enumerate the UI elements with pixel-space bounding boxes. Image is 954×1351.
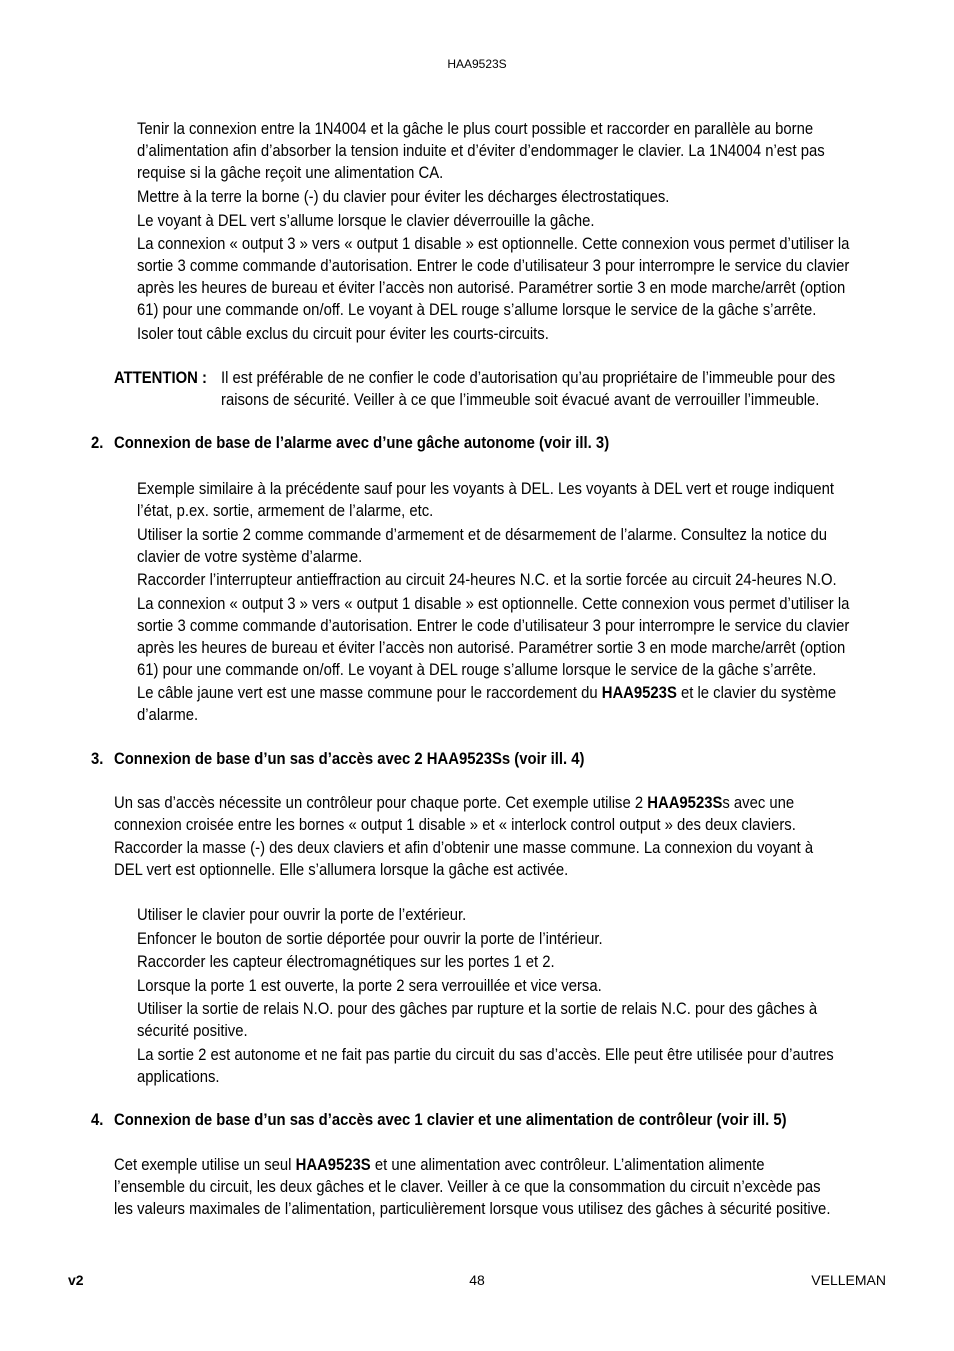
block1-line: d’alimentation afin d’absorber la tension induite et d’éviter d’endommager le clavier. La 1N4004 n’est pas bbox=[137, 142, 825, 160]
section2-line: sortie 3 comme commande d’autorisation. Entrer le code d’utilisateur 3 pour interrompre le service du clavier bbox=[137, 617, 850, 635]
warning-line: Il est préférable de ne confier le code d’autorisation qu’au propriétaire de l’immeuble pour des bbox=[221, 369, 836, 387]
section2-line: Utiliser la sortie 2 comme commande d’armement et de désarmement de l’alarme. Consultez la notice du bbox=[137, 526, 828, 544]
section4-heading: Connexion de base d’un sas d’accès avec 1 clavier et une alimentation de contrôleur (voir ill. 5) bbox=[114, 1111, 787, 1129]
section4-paragraph-line: les valeurs maximales de l’alimentation, particulièrement lorsque vous utilisez des gâches à sécurité positive. bbox=[114, 1200, 831, 1218]
warning-label: ATTENTION : bbox=[114, 369, 207, 387]
section2-number: 2. bbox=[91, 434, 104, 452]
section2-line: Exemple similaire à la précédente sauf pour les voyants à DEL. Les voyants à DEL vert et rouge indiquent bbox=[137, 480, 834, 498]
section3-list-line: Lorsque la porte 1 est ouverte, la porte 2 sera verrouillée et vice versa. bbox=[137, 977, 602, 995]
block1-line: requise si la gâche reçoit une alimentation CA. bbox=[137, 164, 444, 182]
section2-line: après les heures de bureau et éviter l’accès non autorisé. Paramétrer sortie 3 en mode marche/arrêt (option bbox=[137, 639, 846, 657]
block1-line: Mettre à la terre la borne (-) du clavier pour éviter les décharges électrostatiques. bbox=[137, 188, 670, 206]
footer-version: v2 bbox=[68, 1272, 84, 1288]
section3-number: 3. bbox=[91, 750, 104, 768]
product-name: HAA9523S bbox=[601, 684, 677, 702]
section4-paragraph-line: Cet exemple utilise un seul HAA9523S et une alimentation avec contrôleur. L’alimentation alimente bbox=[114, 1156, 765, 1174]
section2-heading: Connexion de base de l’alarme avec d’une gâche autonome (voir ill. 3) bbox=[114, 434, 610, 452]
header-title: HAA9523S bbox=[447, 57, 507, 71]
section2-line: Raccorder l’interrupteur antieffraction au circuit 24-heures N.C. et la sortie forcée au circuit 24-heures N.O. bbox=[137, 571, 837, 589]
section3-list-line: La sortie 2 est autonome et ne fait pas partie du circuit du sas d’accès. Elle peut être utilisée pour d’autres bbox=[137, 1046, 834, 1064]
block1-line: 61) pour une commande on/off. Le voyant à DEL rouge s’allume lorsque le service de la gâche s’arrête. bbox=[137, 301, 817, 319]
section2-line: clavier de votre système d’alarme. bbox=[137, 548, 363, 566]
section2-line: d’alarme. bbox=[137, 706, 199, 724]
section2-line: l’état, p.ex. sortie, armement de l’alarme, etc. bbox=[137, 502, 434, 520]
section2-line: 61) pour une commande on/off. Le voyant à DEL rouge s’allume lorsque le service de la gâche s’arrête. bbox=[137, 661, 817, 679]
section4-paragraph-line: l’ensemble du circuit, les deux gâches et le claver. Veiller à ce que la consommation du circuit n’excède pas bbox=[114, 1178, 821, 1196]
section3-paragraph-line: connexion croisée entre les bornes « output 1 disable » et « interlock control output » des deux claviers. bbox=[114, 816, 796, 834]
section3-paragraph-line: Un sas d’accès nécessite un contrôleur pour chaque porte. Cet exemple utilise 2 HAA9523Ss avec une bbox=[114, 794, 795, 812]
section3-paragraph-line: Raccorder la masse (-) des deux claviers et afin d’obtenir une masse commune. La connexion du voyant à bbox=[114, 839, 814, 857]
section2-line: La connexion « output 3 » vers « output 1 disable » est optionnelle. Cette connexion vous permet d’utiliser la bbox=[137, 595, 850, 613]
block1-line: Le voyant à DEL vert s’allume lorsque le clavier déverrouille la gâche. bbox=[137, 212, 595, 230]
section3-list-line: Raccorder les capteur électromagnétiques sur les portes 1 et 2. bbox=[137, 953, 555, 971]
block1-line: après les heures de bureau et éviter l’accès non autorisé. Paramétrer sortie 3 en mode marche/arrêt (option bbox=[137, 279, 846, 297]
section3-paragraph-line: DEL vert est optionnelle. Elle s’allumera lorsque la gâche est activée. bbox=[114, 861, 569, 879]
footer-page-number: 48 bbox=[469, 1272, 485, 1288]
product-name: HAA9523S bbox=[647, 794, 723, 812]
section3-list-line: sécurité positive. bbox=[137, 1022, 248, 1040]
section3-list-line: Enfoncer le bouton de sortie déportée pour ouvrir la porte de l’intérieur. bbox=[137, 930, 603, 948]
section3-list-line: Utiliser la sortie de relais N.O. pour des gâches par rupture et la sortie de relais N.C. pour des gâches à bbox=[137, 1000, 818, 1018]
section3-list-line: applications. bbox=[137, 1068, 220, 1086]
section3-heading: Connexion de base d’un sas d’accès avec 2 HAA9523Ss (voir ill. 4) bbox=[114, 750, 585, 768]
block1-line: La connexion « output 3 » vers « output 1 disable » est optionnelle. Cette connexion vous permet d’utiliser la bbox=[137, 235, 850, 253]
block1-line: Isoler tout câble exclus du circuit pour éviter les courts-circuits. bbox=[137, 325, 549, 343]
section4-number: 4. bbox=[91, 1111, 104, 1129]
section2-line: Le câble jaune vert est une masse commune pour le raccordement du HAA9523S et le clavier du système bbox=[137, 684, 837, 702]
block1-line: sortie 3 comme commande d’autorisation. Entrer le code d’utilisateur 3 pour interrompre le service du clavier bbox=[137, 257, 850, 275]
section3-list-line: Utiliser le clavier pour ouvrir la porte de l’extérieur. bbox=[137, 906, 467, 924]
warning-line: raisons de sécurité. Veiller à ce que l’immeuble soit évacué avant de verrouiller l’immeuble. bbox=[221, 391, 820, 409]
block1-line: Tenir la connexion entre la 1N4004 et la gâche le plus court possible et raccorder en parallèle au borne bbox=[137, 120, 814, 138]
product-name: HAA9523S bbox=[295, 1156, 371, 1174]
page-header bbox=[0, 57, 954, 71]
footer-brand: VELLEMAN bbox=[811, 1272, 886, 1288]
